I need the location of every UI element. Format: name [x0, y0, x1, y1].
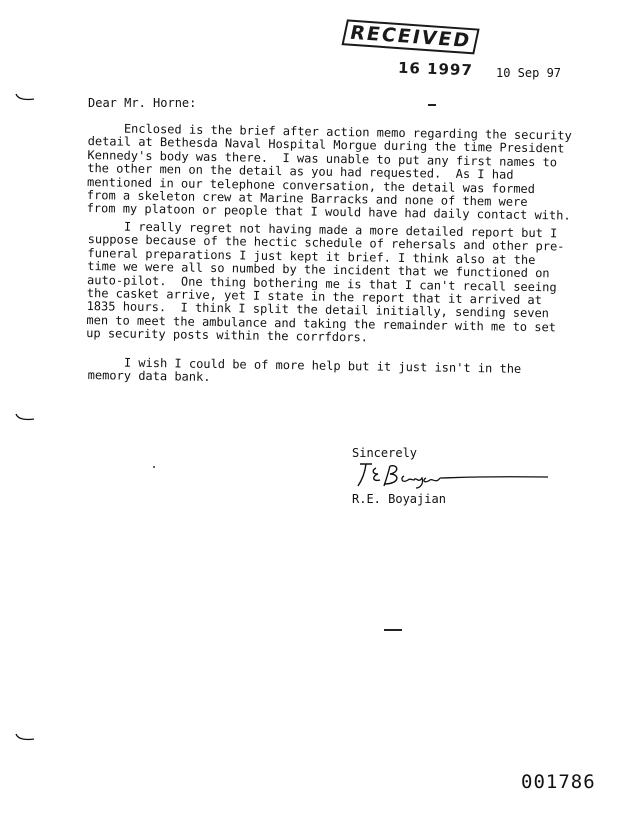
- hole-punch-mark-icon: [14, 92, 36, 102]
- scan-artifact: [384, 629, 402, 631]
- signer-name: R.E. Boyajian: [352, 492, 446, 506]
- scan-artifact: [428, 104, 436, 106]
- letter-date: 10 Sep 97: [496, 66, 562, 80]
- body-paragraph-3: I wish I could be of more help but it just isn't in the memory data bank.: [87, 355, 522, 385]
- received-stamp-label: RECEIVED: [342, 19, 480, 54]
- body-paragraph-1: Enclosed is the brief after action memo regarding the security detail at Bethesda Naval Hospital Morgue during the time President Kennedy's body was there. I was unable to put any first names to the other men on the detail as you had requested. As I had mentioned in our telephone conversation, the detail was formed from a skeleton crew at Marine Barracks and none of them were from my platoon or people that I would have had daily contact with.: [86, 121, 572, 224]
- hole-punch-mark-icon: [14, 732, 36, 742]
- hole-punch-mark-icon: [14, 412, 36, 422]
- received-stamp: [339, 13, 485, 63]
- body-paragraph-2: I really regret not having made a more detailed report but I suppose because of the hectic schedule of rehersals and other pre- funeral preparations I just kept it brief. I think also at the time we were all so numbed by the incident that we functioned on auto-pilot. One thing bothering me is that I can't recall seeing the casket arrive, yet I state in the report that it arrived at 1835 hours. I think I split the detail initially, sending seven men to meet the ambulance and taking the remainder with me to set up security posts within the corrfdors.: [86, 219, 565, 345]
- scan-artifact: [153, 466, 155, 468]
- salutation: Dear Mr. Horne:: [88, 96, 197, 110]
- handwritten-signature: [352, 458, 552, 490]
- received-stamp-date: 16 1997: [397, 58, 474, 80]
- closing: Sincerely: [352, 446, 418, 460]
- bates-number: 001786: [521, 771, 596, 793]
